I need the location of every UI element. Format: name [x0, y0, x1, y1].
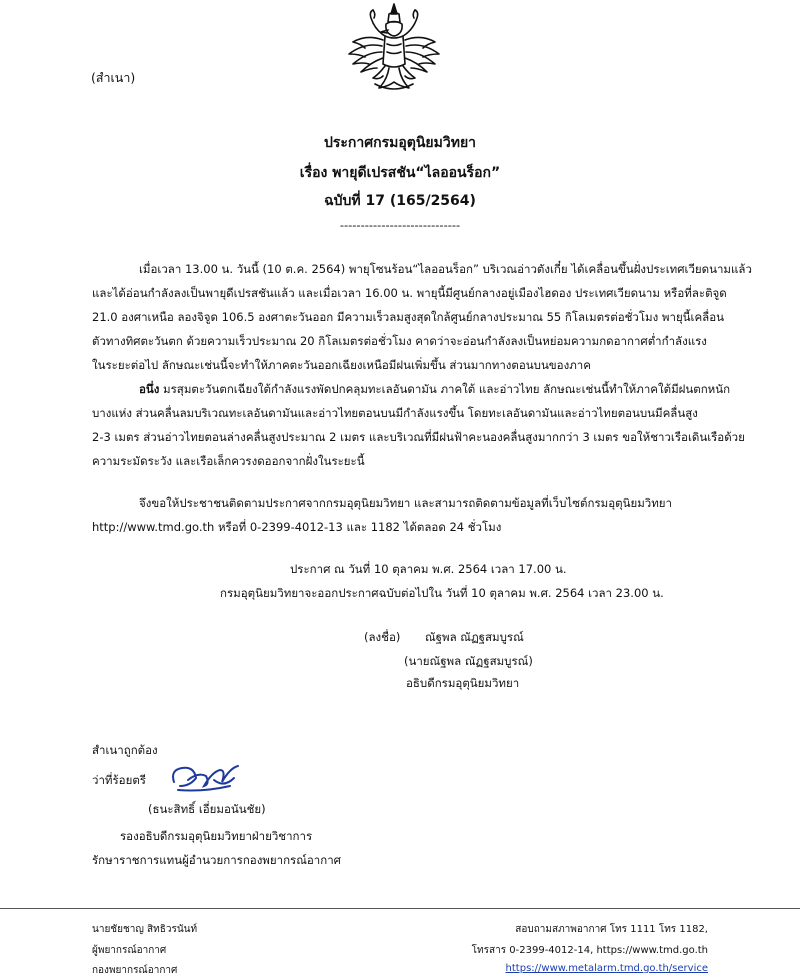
signer-full-name: (นายณัฐพล ณัฏฐสมบูรณ์) [404, 654, 533, 668]
paragraph-line: เมื่อเวลา 13.00 น. วันนี้ (10 ต.ค. 2564) พายุโซนร้อน“ไลออนร็อก” บริเวณอ่าวตังเกี๋ย ได้เคลื่อนขึ้นฝั่งประเทศเวียดนามแล้ว [139, 262, 752, 276]
paragraph-line: http://www.tmd.go.th หรือที่ 0-2399-4012-13 และ 1182 ได้ตลอด 24 ชั่วโมง [92, 520, 502, 534]
paragraph-line: และได้อ่อนกำลังลงเป็นพายุดีเปรสชันแล้ว และเมื่อเวลา 16.00 น. พายุนี้มีศูนย์กลางอยู่เมืองไฮดอง ประเทศเวียดนาม หรือที่ละติจูด [92, 286, 727, 300]
footer-service-link[interactable]: https://www.metalarm.tmd.go.th/service [505, 963, 708, 974]
paragraph-line: ความระมัดระวัง และเรือเล็กควรงดออกจากฝั่งในระยะนี้ [92, 454, 365, 468]
certified-copy: สำเนาถูกต้อง [92, 743, 158, 757]
certifier-rank: ว่าที่ร้อยตรี [92, 773, 146, 787]
footer-contact-fax: โทรสาร 0-2399-4012-14, https://www.tmd.go.th [471, 945, 708, 956]
footer-contact-phone: สอบถามสภาพอากาศ โทร 1111 โทร 1182, [515, 924, 708, 935]
paragraph-line: ตัวทางทิศตะวันตก ด้วยความเร็วประมาณ 20 กิโลเมตรต่อชั่วโมง คาดว่าจะอ่อนกำลังลงเป็นหย่อมความกดอากาศต่ำกำลังแรง [92, 334, 707, 348]
issue-number: ฉบับที่ 17 (165/2564) [324, 193, 476, 209]
footer-forecaster-name: นายชัยชาญ สิทธิวรนันท์ [92, 924, 198, 935]
announce-date: ประกาศ ณ วันที่ 10 ตุลาคม พ.ศ. 2564 เวลา 17.00 น. [290, 562, 567, 576]
certifier-position: รองอธิบดีกรมอุตุนิยมวิทยาฝ่ายวิชาการ [120, 829, 313, 843]
copy-mark: (สำเนา) [91, 70, 136, 85]
footer-division: กองพยากรณ์อากาศ [92, 965, 178, 976]
signer-name: ณัฐพล ณัฏฐสมบูรณ์ [425, 630, 524, 644]
announcement-title: ประกาศกรมอุตุนิยมวิทยา [323, 135, 477, 151]
paragraph-text: มรสุมตะวันตกเฉียงใต้กำลังแรงพัดปกคลุมทะเลอันดามัน ภาคใต้ และอ่าวไทย ลักษณะเช่นนี้ทำให้ภาคใต้มีฝนตกหนัก [159, 382, 731, 396]
footer-forecaster-role: ผู้พยากรณ์อากาศ [92, 945, 167, 956]
certifier-position: รักษาราชการแทนผู้อำนวยการกองพยากรณ์อากาศ [92, 853, 341, 867]
paragraph-line: 21.0 องศาเหนือ ลองจิจูด 106.5 องศาตะวันออก มีความเร็วลมสูงสุดใกล้ศูนย์กลางประมาณ 55 กิโลเมตรต่อชั่วโมง พายุนี้เคลื่อน [92, 310, 724, 324]
certifier-name: (ธนะสิทธิ์ เอี่ยมอนันชัย) [148, 802, 266, 816]
signer-title: อธิบดีกรมอุตุนิยมวิทยา [406, 676, 520, 690]
announcement-subject: เรื่อง พายุดีเปรสชัน“ไลออนร็อก” [299, 165, 501, 181]
handwritten-signature [168, 760, 244, 796]
paragraph-line: บางแห่ง ส่วนคลื่นลมบริเวณทะเลอันดามันและอ่าวไทยตอนบนมีกำลังแรงขึ้น โดยทะเลอันดามันและอ่าวไทยตอนบนมีคลื่นสูง [92, 406, 698, 420]
paragraph-lead: อนึ่ง [139, 382, 160, 396]
title-divider: ----------------------------- [339, 218, 461, 232]
signed-label: (ลงชื่อ) [364, 630, 401, 644]
footer-divider [0, 908, 800, 909]
paragraph-line [139, 381, 730, 399]
paragraph-line: จึงขอให้ประชาชนติดตามประกาศจากกรมอุตุนิยมวิทยา และสามารถติดตามข้อมูลที่เว็บไซต์กรมอุตุนิยมวิทยา [139, 496, 673, 510]
garuda-emblem [345, 2, 443, 94]
next-issue-notice: กรมอุตุนิยมวิทยาจะออกประกาศฉบับต่อไปใน วันที่ 10 ตุลาคม พ.ศ. 2564 เวลา 23.00 น. [220, 586, 664, 600]
paragraph-line: 2-3 เมตร ส่วนอ่าวไทยตอนล่างคลื่นสูงประมาณ 2 เมตร และบริเวณที่มีฝนฟ้าคะนองคลื่นสูงมากกว่า 3 เมตร ขอให้ชาวเรือเดินเรือด้วย [92, 430, 745, 444]
paragraph-line: ในระยะต่อไป ลักษณะเช่นนี้จะทำให้ภาคตะวันออกเฉียงเหนือมีฝนเพิ่มขึ้น ส่วนมากทางตอนบนของภาค [92, 358, 591, 372]
